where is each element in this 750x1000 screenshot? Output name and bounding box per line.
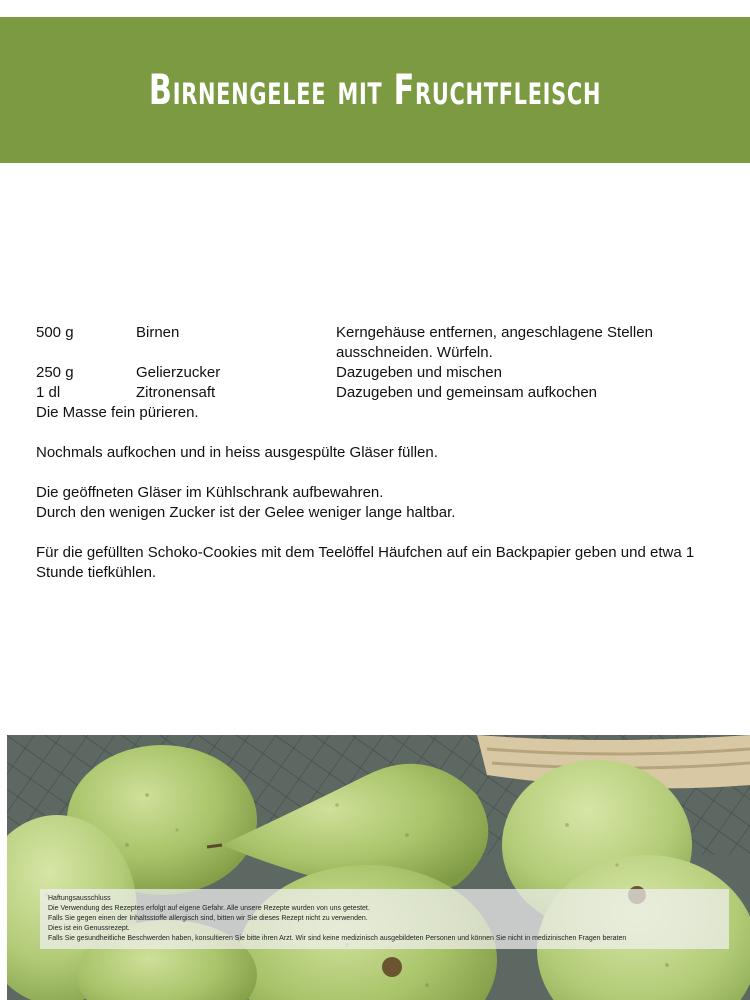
ingredient-step: Dazugeben und mischen xyxy=(336,364,502,381)
ingredient-list xyxy=(36,323,726,403)
ingredient-quantity: 500 g xyxy=(36,324,74,341)
instruction-line: Für die gefüllten Schoko-Cookies mit dem Teelöffel Häufchen auf ein Backpapier geben und etwa 1 Stunde tiefkühlen. xyxy=(36,544,695,581)
ingredient-row xyxy=(36,323,726,363)
pears-photo xyxy=(7,735,750,1000)
instruction-paragraph xyxy=(36,543,726,583)
instruction-line: Die Masse fein pürieren. xyxy=(36,404,199,421)
instructions xyxy=(36,403,726,583)
instruction-line: Nochmals aufkochen und in heiss ausgespülte Gläser füllen. xyxy=(36,444,438,461)
instruction-line: Durch den wenigen Zucker ist der Gelee weniger lange haltbar. xyxy=(36,504,456,521)
pears-illustration xyxy=(7,735,750,1000)
disclaimer-box xyxy=(40,889,729,949)
disclaimer-line: Dies ist ein Genussrezept. xyxy=(48,925,130,932)
ingredient-quantity: 250 g xyxy=(36,364,74,381)
ingredient-row xyxy=(36,363,726,383)
disclaimer-line: Falls Sie gegen einen der Inhaltsstoffe allergisch sind, bitten wir Sie dieses Rezept nicht zu verwenden. xyxy=(48,915,368,922)
instruction-paragraph xyxy=(36,443,726,463)
ingredient-name: Gelierzucker xyxy=(136,364,221,381)
title-banner xyxy=(0,17,750,163)
page-title: Birnengelee mit Fruchtfleisch xyxy=(148,65,602,114)
ingredient-name: Birnen xyxy=(136,324,180,341)
ingredient-quantity: 1 dl xyxy=(36,384,61,401)
disclaimer-line: Falls Sie gesundheitliche Beschwerden haben, konsultieren Sie bitte ihren Arzt. Wir sind keine medizinisch ausgebildeten Personen und können Sie nicht in medizinischen Fragen beraten xyxy=(48,935,627,942)
ingredient-step: Dazugeben und gemeinsam aufkochen xyxy=(336,384,598,401)
recipe-body xyxy=(36,323,726,583)
ingredient-row xyxy=(36,383,726,403)
instruction-paragraph xyxy=(36,483,726,523)
instruction-line: Die geöffneten Gläser im Kühlschrank aufbewahren. xyxy=(36,484,384,501)
ingredient-step: Kerngehäuse entfernen, angeschlagene Stellen ausschneiden. Würfeln. xyxy=(336,324,653,361)
ingredient-name: Zitronensaft xyxy=(136,384,216,401)
instruction-paragraph xyxy=(36,403,726,423)
disclaimer-line: Die Verwendung des Rezeptes erfolgt auf eigene Gefahr. Alle unsere Rezepte wurden von uns getestet. xyxy=(48,905,370,912)
disclaimer-title: Haftungsausschluss xyxy=(48,895,111,902)
